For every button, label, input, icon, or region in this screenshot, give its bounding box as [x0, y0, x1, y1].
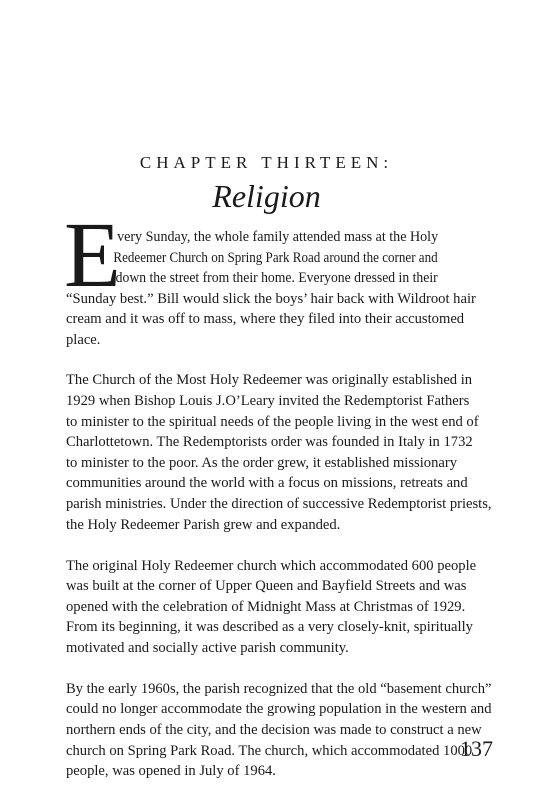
paragraph-line: was built at the corner of Upper Queen and Bayfield Streets and was — [66, 578, 467, 595]
paragraph-line: opened with the celebration of Midnight Mass at Christmas of 1929. — [66, 598, 466, 615]
chapter-heading: CHAPTER THIRTEEN: — [139, 153, 394, 172]
paragraph-line: From its beginning, it was described as a very closely-knit, spiritually — [66, 619, 473, 636]
paragraph-line: “Sunday best.” Bill would slick the boys’ hair back with Wildroot hair — [66, 290, 476, 307]
paragraph-4 — [66, 679, 491, 782]
paragraph-line: very Sunday, the whole family attended mass at the Holy — [117, 229, 439, 245]
paragraph-line: church on Spring Park Road. The church, which accommodated 1000 — [66, 742, 473, 759]
paragraph-line: the Holy Redeemer Parish grew and expanded. — [66, 516, 341, 533]
paragraph-line: to minister to the spiritual needs of the people living in the west end of — [66, 413, 479, 430]
paragraph-line: place. — [66, 331, 101, 348]
paragraph-line: could no longer accommodate the growing population in the western and — [66, 701, 492, 718]
paragraph-line: motivated and socially active parish community. — [66, 639, 349, 656]
drop-cap: E — [64, 204, 121, 307]
paragraph-line: The original Holy Redeemer church which accommodated 600 people — [66, 557, 477, 574]
paragraph-line: parish ministries. Under the direction of successive Redemptorist priests, — [66, 495, 492, 512]
page-number: 137 — [460, 736, 493, 761]
paragraph-line: northern ends of the city, and the decision was made to construct a new — [66, 722, 482, 739]
paragraph-line: cream and it was off to mass, where they filed into their accustomed — [66, 311, 465, 328]
paragraph-line: By the early 1960s, the parish recognized that the old “basement church” — [66, 680, 492, 697]
paragraph-line: communities around the world with a focus on missions, retreats and — [66, 475, 468, 492]
paragraph-line: to minister to the poor. As the order grew, it established missionary — [66, 454, 457, 471]
paragraph-2 — [66, 370, 491, 535]
paragraph-line: 1929 when Bishop Louis J.O’Leary invited the Redemptorist Fathers — [66, 392, 470, 409]
chapter-title: Religion — [212, 178, 321, 214]
paragraph-line: Charlottetown. The Redemptorists order was founded in Italy in 1732 — [66, 434, 473, 451]
paragraph-1 — [64, 204, 491, 350]
paragraph-line: The Church of the Most Holy Redeemer was originally established in — [66, 372, 473, 389]
paragraph-line: Redeemer Church on Spring Park Road around the corner and — [113, 249, 438, 266]
chapter-body — [64, 204, 492, 802]
paragraph-line: people, was opened in July of 1964. — [66, 763, 276, 780]
paragraph-line: down the street from their home. Everyone dressed in their — [115, 270, 438, 287]
paragraph-3 — [66, 556, 491, 659]
